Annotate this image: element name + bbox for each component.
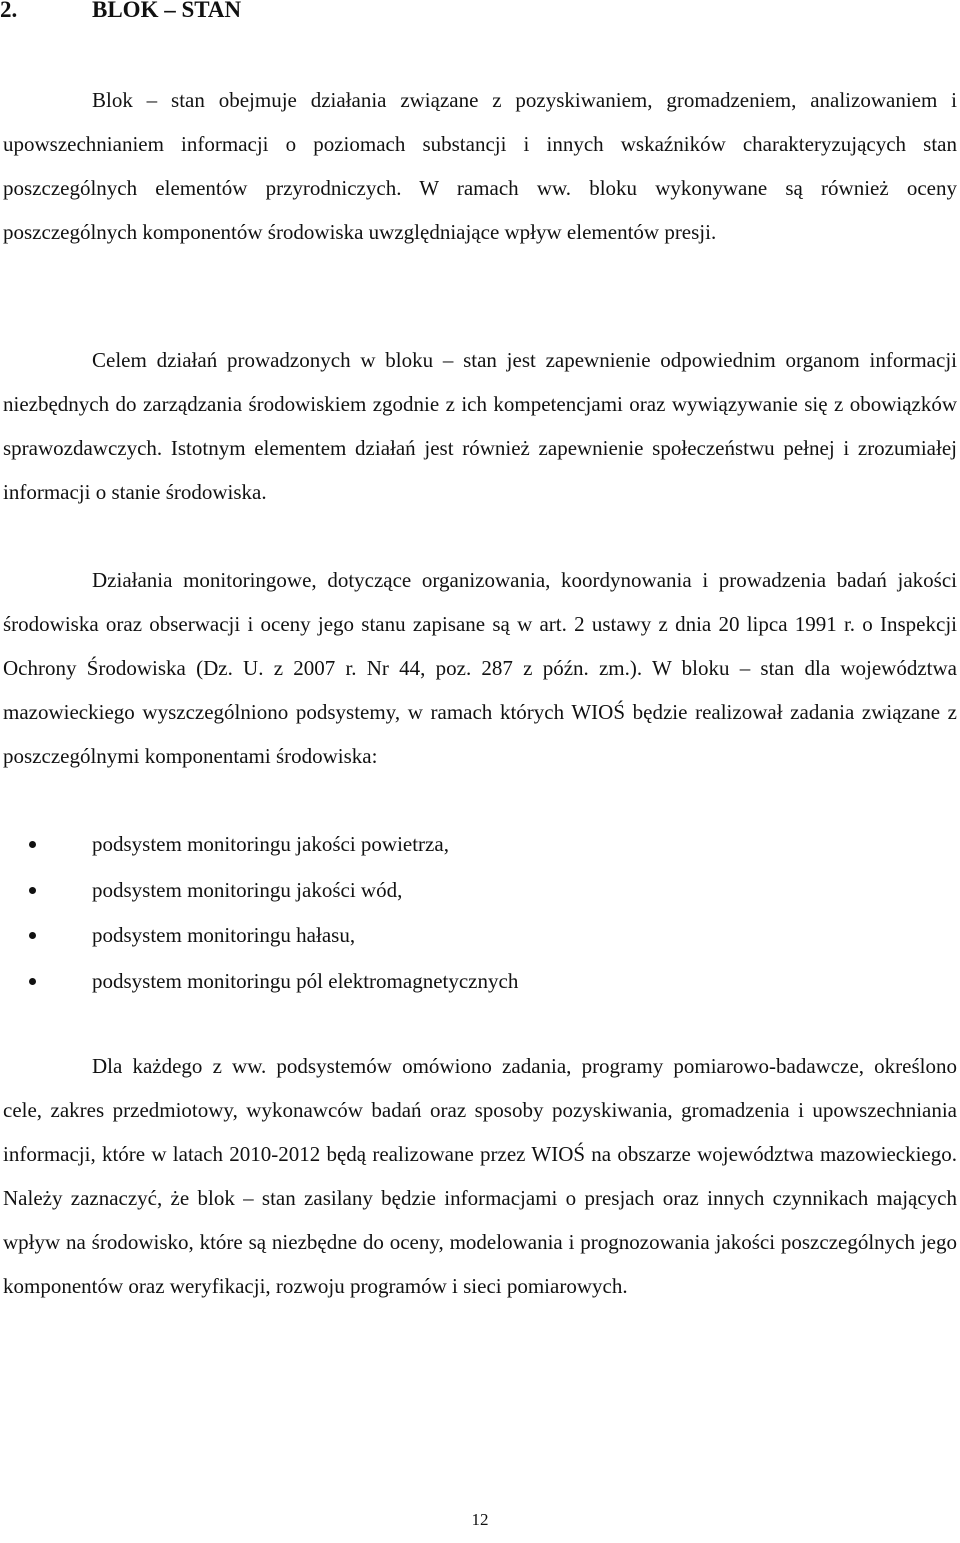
page-number: 12 [471,1510,489,1529]
bullet-icon [29,841,36,848]
list-item [0,822,960,868]
section-title: BLOK – STAN [92,0,242,22]
section-number: 2. [0,0,18,22]
subsystem-list [0,822,960,1005]
paragraph-purpose: Celem działań prowadzonych w bloku – stan jest zapewnienie odpowiednim organom informacji niezbędnych do zarządzania środowiskiem zgodnie z ich kompetencjami oraz wywiązywanie się z obowiązków sprawozdawczych. Istotnym elementem działań jest również zapewnienie społeczeństwu pełnej i zrozumiałej informacji o stanie środowiska. [3,348,957,504]
paragraph-intro: Blok – stan obejmuje działania związane z pozyskiwaniem, gromadzeniem, analizowaniem i upowszechnianiem informacji o poziomach substancji i innych wskaźników charakteryzujących stan poszczególnych elementów przyrodniczych. W ramach ww. bloku wykonywane są również oceny poszczególnych komponentów środowiska uwzględniające wpływ elementów presji. [3,88,957,244]
list-item-text: podsystem monitoringu jakości powietrza, [92,832,449,856]
list-item [0,913,960,959]
paragraph-summary: Dla każdego z ww. podsystemów omówiono zadania, programy pomiarowo-badawcze, określono cele, zakres przedmiotowy, wykonawców badań oraz sposoby pozyskiwania, gromadzenia i upowszechniania informacji, które w latach 2010-2012 będą realizowane przez WIOŚ na obszarze województwa mazowieckiego. Należy zaznaczyć, że blok – stan zasilany będzie informacjami o presjach oraz innych czynnikach mających wpływ na środowisko, które są niezbędne do oceny, modelowania i prognozowania jakości poszczególnych jego komponentów oraz weryfikacji, rozwoju programów i sieci pomiarowych. [3,1054,957,1298]
section-heading [0,0,241,30]
list-item [0,959,960,1005]
list-item-text: podsystem monitoringu jakości wód, [92,877,403,902]
paragraph-monitoring: Działania monitoringowe, dotyczące organizowania, koordynowania i prowadzenia badań jakości środowiska oraz obserwacji i oceny jego stanu zapisane są w art. 2 ustawy z dnia 20 lipca 1991 r. o Inspekcji Ochrony Środowiska (Dz. U. z 2007 r. Nr 44, poz. 287 z późn. zm.). W bloku – stan dla województwa mazowieckiego wyszczególniono podsystemy, w ramach których WIOŚ będzie realizował zadania związane z poszczególnymi komponentami środowiska: [3,568,957,768]
bullet-icon [29,978,36,985]
list-item-text: podsystem monitoringu pól elektromagnetycznych [92,969,519,994]
bullet-icon [29,932,36,939]
list-item-text: podsystem monitoringu hałasu, [92,923,356,948]
bullet-icon [29,887,36,894]
list-item [0,868,960,914]
